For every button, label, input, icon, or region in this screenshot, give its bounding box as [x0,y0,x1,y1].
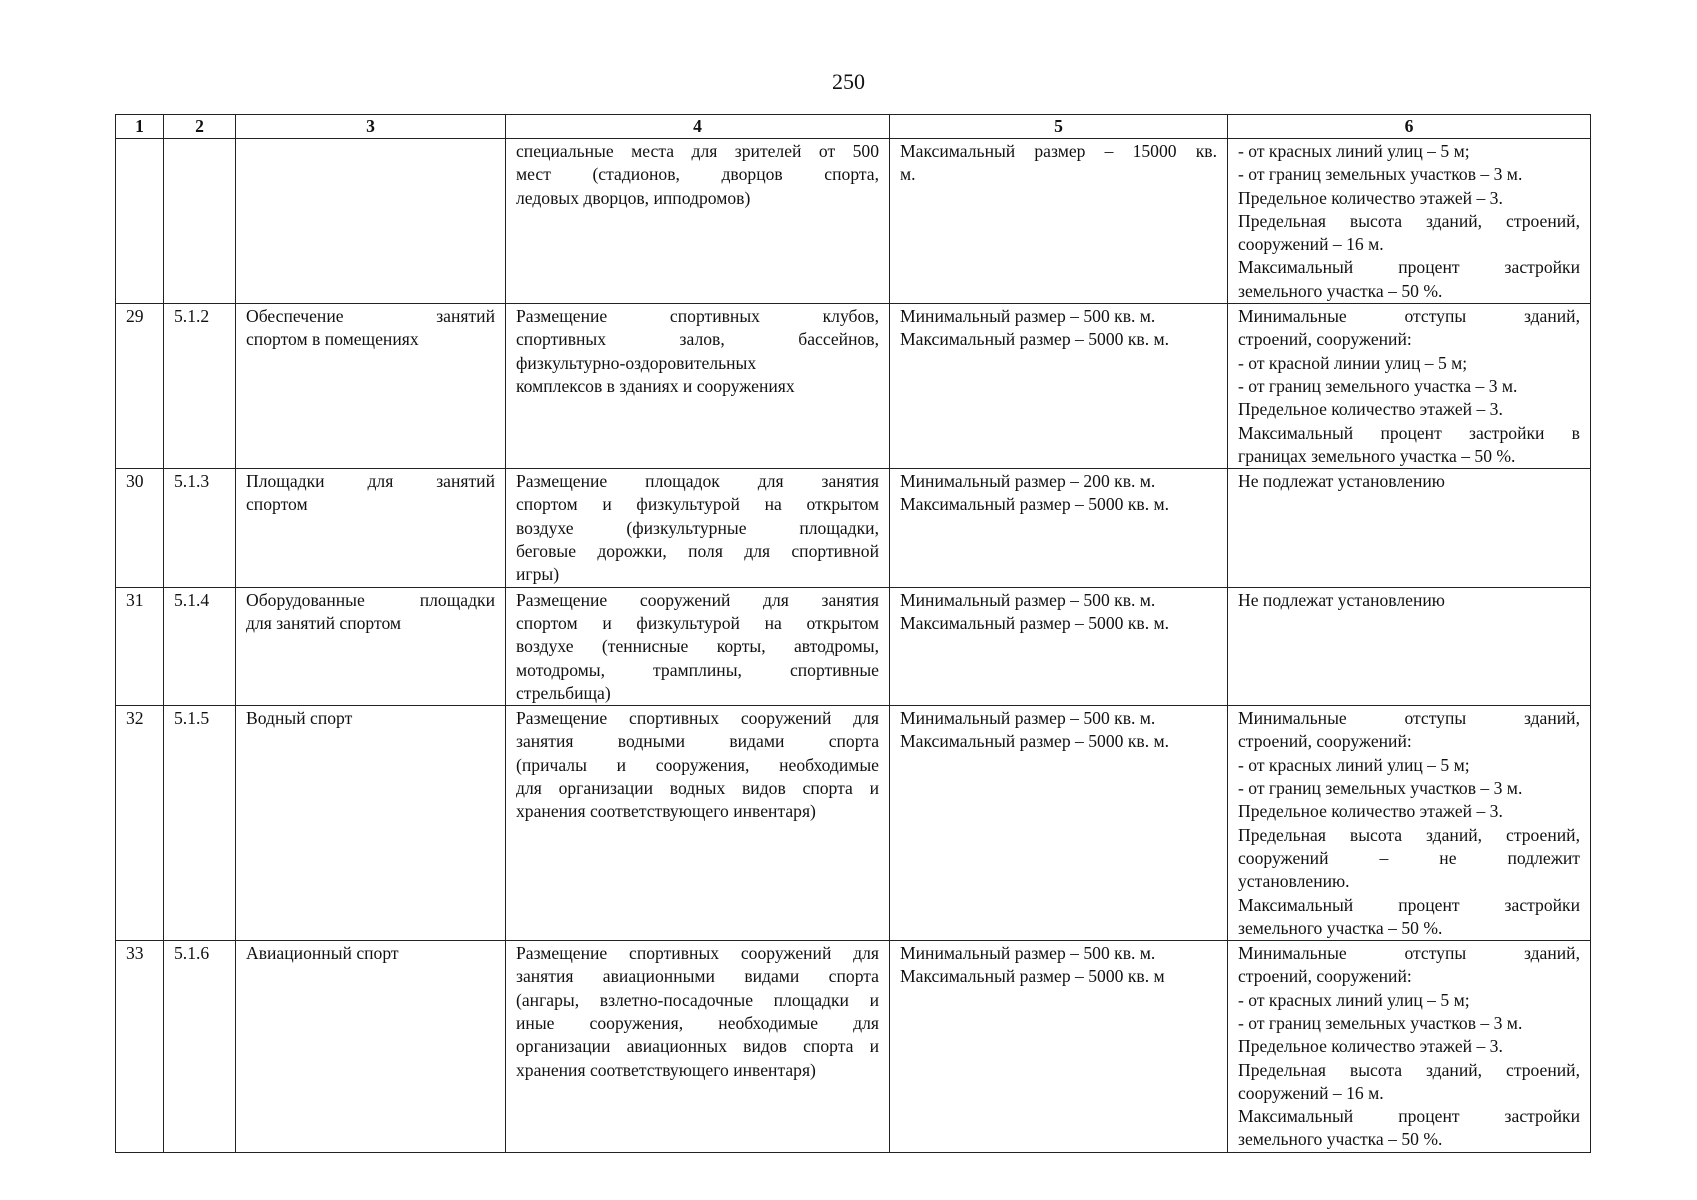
text-line: игры) [516,564,560,585]
row-name-cell [236,469,506,587]
text-line: хранения соответствующего инвентаря) [516,1059,816,1080]
row-description-cell [506,139,890,304]
row-code-cell: 5.1.5 [164,706,236,941]
text-line: - от границ земельных участков – 3 м. [1238,1012,1523,1033]
text-line: Минимальный размер – 500 кв. м. [900,943,1156,964]
text-line: Минимальный размер – 200 кв. м. [900,471,1156,492]
text-line: - от границ земельных участков – 3 м. [1238,778,1523,799]
text-line: земельного участка – 50 %. [1238,917,1443,938]
text-line: спортом [246,494,308,515]
table-row [116,941,1591,1153]
row-code-cell: 5.1.2 [164,304,236,469]
row-size-cell [890,706,1228,941]
table-row [116,304,1591,469]
row-name-cell [236,587,506,705]
row-number-cell: 29 [116,304,164,469]
row-params-cell [1228,139,1591,304]
text-line: мест (стадионов, дворцов спорта, [516,164,879,185]
text-line: спортом в помещениях [246,329,419,350]
text-line: Авиационный спорт [246,943,399,964]
text-line: сооружений – 16 м. [1238,234,1384,255]
text-line: специальные места для зрителей от 500 [516,141,879,161]
text-line: сооружений – не подлежит [1238,847,1580,868]
row-number-cell: 31 [116,587,164,705]
row-code-cell: 5.1.3 [164,469,236,587]
text-line: - от границ земельных участков – 3 м. [1238,164,1523,185]
text-line: мотодромы, трамплины, спортивные [516,659,879,680]
text-line: для организации водных видов спорта и [516,778,879,799]
row-size-cell [890,139,1228,304]
row-params-cell [1228,304,1591,469]
text-line: земельного участка – 50 %. [1238,1129,1443,1150]
text-line: Оборудованные площадки [246,589,495,610]
row-number-cell: 30 [116,469,164,587]
row-description-cell [506,706,890,941]
text-line: спортом и физкультурой на открытом [516,494,879,515]
table-row [116,706,1591,941]
text-line: стрельбища) [516,682,611,703]
header-col-2: 2 [164,115,236,139]
text-line: хранения соответствующего инвентаря) [516,801,816,822]
text-line: для занятий спортом [246,612,402,633]
header-col-5: 5 [890,115,1228,139]
text-line: м. [900,164,916,185]
text-line: Предельное количество этажей – 3. [1238,801,1503,822]
text-line: Предельное количество этажей – 3. [1238,399,1503,420]
row-number-cell [116,139,164,304]
page-number: 250 [832,69,865,94]
text-line: комплексов в зданиях и сооружениях [516,375,795,396]
header-col-3: 3 [236,115,506,139]
text-line: Максимальный размер – 5000 кв. м. [900,612,1170,633]
text-line: Минимальные отступы зданий, [1238,708,1580,729]
text-line: Обеспечение занятий [246,306,495,327]
text-line: - от красных линий улиц – 5 м; [1238,141,1470,161]
text-line: Не подлежат установлению [1238,589,1445,610]
row-params-cell [1228,706,1591,941]
text-line: Площадки для занятий [246,471,495,492]
text-line: Максимальный размер – 5000 кв. м. [900,329,1170,350]
text-line: строений, сооружений: [1238,731,1412,752]
text-line: Максимальный процент застройки [1238,1106,1580,1127]
text-line: физкультурно-оздоровительных [516,352,757,373]
row-size-cell [890,304,1228,469]
text-line: воздухе (теннисные корты, автодромы, [516,636,879,657]
text-line: Максимальный размер – 5000 кв. м. [900,731,1170,752]
text-line: Предельное количество этажей – 3. [1238,187,1503,208]
text-line: занятия водными видами спорта [516,731,879,752]
text-line: Максимальный процент застройки [1238,894,1580,915]
text-line: Размещение сооружений для занятия [516,589,879,610]
header-col-4: 4 [506,115,890,139]
text-line: Минимальный размер – 500 кв. м. [900,589,1156,610]
text-line: беговые дорожки, поля для спортивной [516,541,879,562]
land-use-table [115,114,1591,1153]
text-line: Водный спорт [246,708,353,729]
row-description-cell [506,587,890,705]
text-line: - от границ земельного участка – 3 м. [1238,375,1518,396]
table-row [116,469,1591,587]
text-line: земельного участка – 50 %. [1238,280,1443,301]
row-description-cell [506,469,890,587]
row-size-cell [890,941,1228,1153]
text-line: занятия авиационными видами спорта [516,966,879,987]
text-line: ледовых дворцов, ипподромов) [516,187,751,208]
row-params-cell [1228,587,1591,705]
text-line: Минимальный размер – 500 кв. м. [900,708,1156,729]
table-row [116,587,1591,705]
text-line: воздухе (физкультурные площадки, [516,517,879,538]
row-name-cell [236,139,506,304]
text-line: - от красных линий улиц – 5 м; [1238,754,1470,775]
text-line: спортом и физкультурой на открытом [516,612,879,633]
text-line: Максимальный размер – 5000 кв. м. [900,494,1170,515]
row-number-cell: 32 [116,706,164,941]
text-line: строений, сооружений: [1238,966,1412,987]
text-line: Максимальный размер – 5000 кв. м [900,966,1165,987]
table-header-row [116,115,1591,139]
text-line: Размещение спортивных клубов, [516,306,879,327]
table-row [116,139,1591,304]
header-col-6: 6 [1228,115,1591,139]
text-line: установлению. [1238,871,1350,892]
row-code-cell: 5.1.4 [164,587,236,705]
row-name-cell [236,941,506,1153]
text-line: Предельная высота зданий, строений, [1238,824,1580,845]
row-number-cell: 33 [116,941,164,1153]
row-size-cell [890,587,1228,705]
text-line: - от красных линий улиц – 5 м; [1238,989,1470,1010]
text-line: Размещение спортивных сооружений для [516,943,879,964]
row-code-cell: 5.1.6 [164,941,236,1153]
text-line: сооружений – 16 м. [1238,1082,1384,1103]
text-line: Не подлежат установлению [1238,471,1445,492]
text-line: Минимальные отступы зданий, [1238,306,1580,327]
text-line: иные сооружения, необходимые для [516,1012,879,1033]
text-line: строений, сооружений: [1238,329,1412,350]
text-line: Размещение спортивных сооружений для [516,708,879,729]
row-name-cell [236,706,506,941]
row-description-cell [506,304,890,469]
row-params-cell [1228,469,1591,587]
text-line: Максимальный процент застройки в [1238,422,1580,443]
row-description-cell [506,941,890,1153]
row-params-cell [1228,941,1591,1153]
row-size-cell [890,469,1228,587]
header-col-1: 1 [116,115,164,139]
row-code-cell [164,139,236,304]
text-line: организации авиационных видов спорта и [516,1036,879,1057]
text-line: Размещение площадок для занятия [516,471,879,492]
text-line: Максимальный процент застройки [1238,257,1580,278]
text-line: Минимальный размер – 500 кв. м. [900,306,1156,327]
text-line: (ангары, взлетно-посадочные площадки и [516,989,879,1010]
text-line: Предельная высота зданий, строений, [1238,210,1580,231]
row-name-cell [236,304,506,469]
text-line: границах земельного участка – 50 %. [1238,445,1516,466]
text-line: Предельная высота зданий, строений, [1238,1059,1580,1080]
text-line: (причалы и сооружения, необходимые [516,754,879,775]
text-line: Минимальные отступы зданий, [1238,943,1580,964]
text-line: Предельное количество этажей – 3. [1238,1036,1503,1057]
text-line: спортивных залов, бассейнов, [516,329,879,350]
text-line: - от красной линии улиц – 5 м; [1238,352,1468,373]
text-line: Максимальный размер – 15000 кв. [900,141,1217,161]
